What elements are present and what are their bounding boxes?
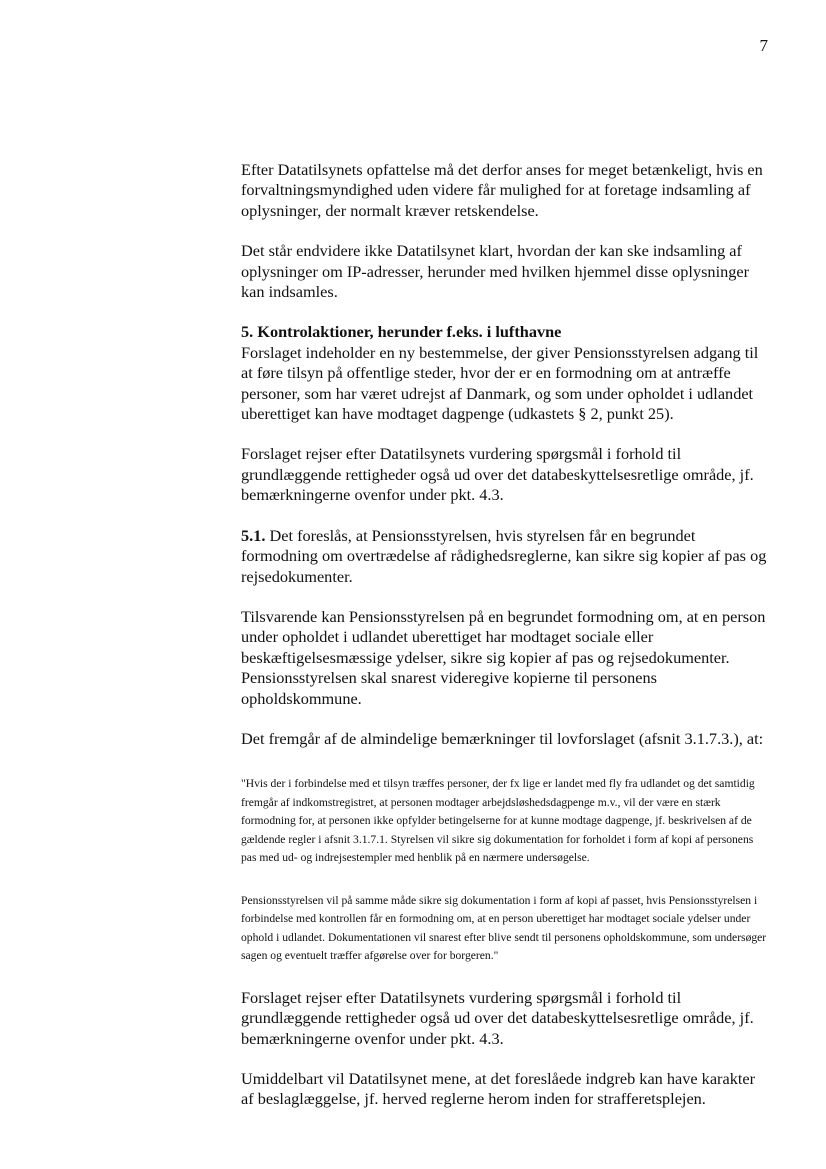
quote-paragraph-1: "Hvis der i forbindelse med et tilsyn træffes personer, der fx lige er landet med fly fra udlandet og det samtidig fremgår af indkomstregistret, at personen modtager arbejdsløshedsdagpenge m.v., vil der være en stærk formodning for, at personen ikke opfylder betingelserne for at kunne modtage dagpenge, jf. beskrivelsen af de gældende regler i afsnit 3.1.7.1. Styrelsen vil sikre sig dokumentation for forholdet i form af kopi af personens pas med ud- og indrejsestempler med henblik på en nærmere undersøgelse. [241,777,755,865]
quote-paragraph-2: Pensionsstyrelsen vil på samme måde sikre sig dokumentation i form af kopi af passet, hvis Pensionsstyrelsen i forbindelse med kontrollen får en formodning om, at en person uberettiget har modtaget sociale ydelser under ophold i udlandet. Dokumentationen vil snarest efter blive sendt til personens opholdskommune, som undersøger sagen og eventuelt træffer afgørelse over for borgeren." [241,893,767,963]
page-number: 7 [759,36,768,55]
document-body [241,160,771,1110]
section-5-1-number: 5.1. [241,525,266,545]
paragraph-3: Forslaget indeholder en ny bestemmelse, der giver Pensionsstyrelsen adgang til at føre tilsyn på offentlige steder, hvor der er en formodning om at antræffe personer, som har været udrejst af Danmark, og som under opholdet i udlandet uberettiget kan have modtaget dagpenge (udkastets § 2, punkt 25). [241,342,759,424]
section-5-heading: 5. Kontrolaktioner, herunder f.eks. i lufthavne [241,322,562,342]
paragraph-5-text: Det foreslås, at Pensionsstyrelsen, hvis styrelsen får en begrundet formodning om overtrædelse af rådighedsreglerne, kan sikre sig kopier af pas og rejsedokumenter. [241,525,767,586]
paragraph-7: Det fremgår af de almindelige bemærkninger til lovforslaget (afsnit 3.1.7.3.), at: [241,728,764,748]
paragraph-5 [241,526,771,587]
paragraph-6: Tilsvarende kan Pensionsstyrelsen på en begrundet formodning om, at en person under opholdet i udlandet uberettiget har modtaget sociale eller beskæftigelsesmæssige ydelser, sikre sig kopier af pas og rejsedokumenter. Pensionsstyrelsen skal snarest videregive kopierne til personens opholdskommune. [241,606,766,708]
paragraph-1: Efter Datatilsynets opfattelse må det derfor anses for meget betænkeligt, hvis en forvaltningsmyndighed uden videre får mulighed for at foretage indsamling af oplysninger, der normalt kræver retskendelse. [241,160,763,220]
paragraph-8: Forslaget rejser efter Datatilsynets vurdering spørgsmål i forhold til grundlæggende rettigheder også ud over det databeskyttelsesretlige område, jf. bemærkningerne ovenfor under pkt. 4.3. [241,987,754,1048]
block-quote [241,775,771,966]
paragraph-4: Forslaget rejser efter Datatilsynets vurdering spørgsmål i forhold til grundlæggende rettigheder også ud over det databeskyttelsesretlige område, jf. bemærkningerne ovenfor under pkt. 4.3. [241,444,754,505]
paragraph-9: Umiddelbart vil Datatilsynet mene, at det foreslåede indgreb kan have karakter af beslaglæggelse, jf. herved reglerne herom inden for strafferetsplejen. [241,1069,756,1109]
paragraph-2: Det står endvidere ikke Datatilsynet klart, hvordan der kan ske indsamling af oplysninger om IP-adresser, herunder med hvilken hjemmel disse oplysninger kan indsamles. [241,241,750,302]
